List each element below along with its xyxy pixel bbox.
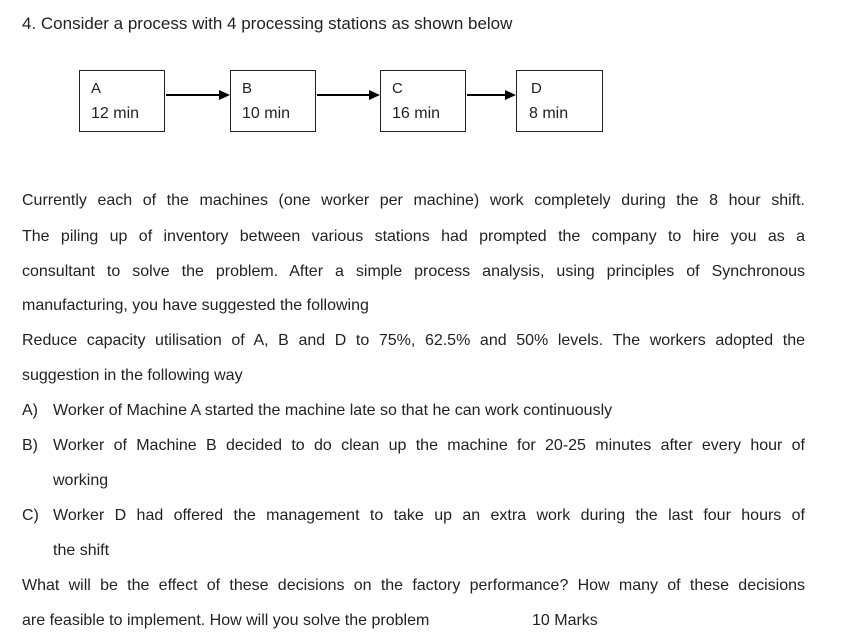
list-item-b-line-1: Worker of Machine B decided to do clean up the machine for 20-25 minutes after every hour of: [53, 437, 805, 454]
list-marker-c: C): [22, 507, 39, 524]
body-line-2: The piling up of inventory between various stations had prompted the company to hire you as a: [22, 228, 805, 245]
list-item-a-line-1: Worker of Machine A started the machine late so that he can work continuously: [53, 402, 613, 419]
arrow-c-to-d-head: [505, 90, 516, 100]
closing-line-2: are feasible to implement. How will you solve the problem: [22, 612, 430, 629]
station-d-label: D: [531, 80, 542, 97]
list-item-b-line-2: working: [53, 472, 109, 489]
flow-arrows: [0, 0, 849, 160]
arrow-b-to-c-head: [369, 90, 380, 100]
list-marker-b: B): [22, 437, 38, 454]
station-b-time: 10 min: [242, 105, 291, 122]
body-line-3: consultant to solve the problem. After a simple process analysis, using principles of Synchronous: [22, 263, 805, 280]
body-line-5: Reduce capacity utilisation of A, B and D to 75%, 62.5% and 50% levels. The workers adopted the: [22, 332, 805, 349]
body-line-1: Currently each of the machines (one worker per machine) work completely during the 8 hour shift.: [22, 192, 805, 209]
station-b-label: B: [242, 80, 253, 97]
list-item-c-line-2: the shift: [53, 542, 110, 559]
body-line-4: manufacturing, you have suggested the following: [22, 297, 369, 314]
question-title: 4. Consider a process with 4 processing stations as shown below: [22, 14, 513, 33]
station-a-time: 12 min: [91, 105, 140, 122]
station-a-label: A: [91, 80, 102, 97]
station-d-time: 8 min: [529, 105, 569, 122]
body-line-6: suggestion in the following way: [22, 367, 243, 384]
station-c-label: C: [392, 80, 403, 97]
marks-label: 10 Marks: [532, 612, 598, 629]
arrow-a-to-b-head: [219, 90, 230, 100]
list-item-c-line-1: Worker D had offered the management to take up an extra work during the last four hours of: [53, 507, 805, 524]
closing-line-1: What will be the effect of these decisions on the factory performance? How many of these decisions: [22, 577, 805, 594]
list-marker-a: A): [22, 402, 38, 419]
station-c-time: 16 min: [392, 105, 441, 122]
